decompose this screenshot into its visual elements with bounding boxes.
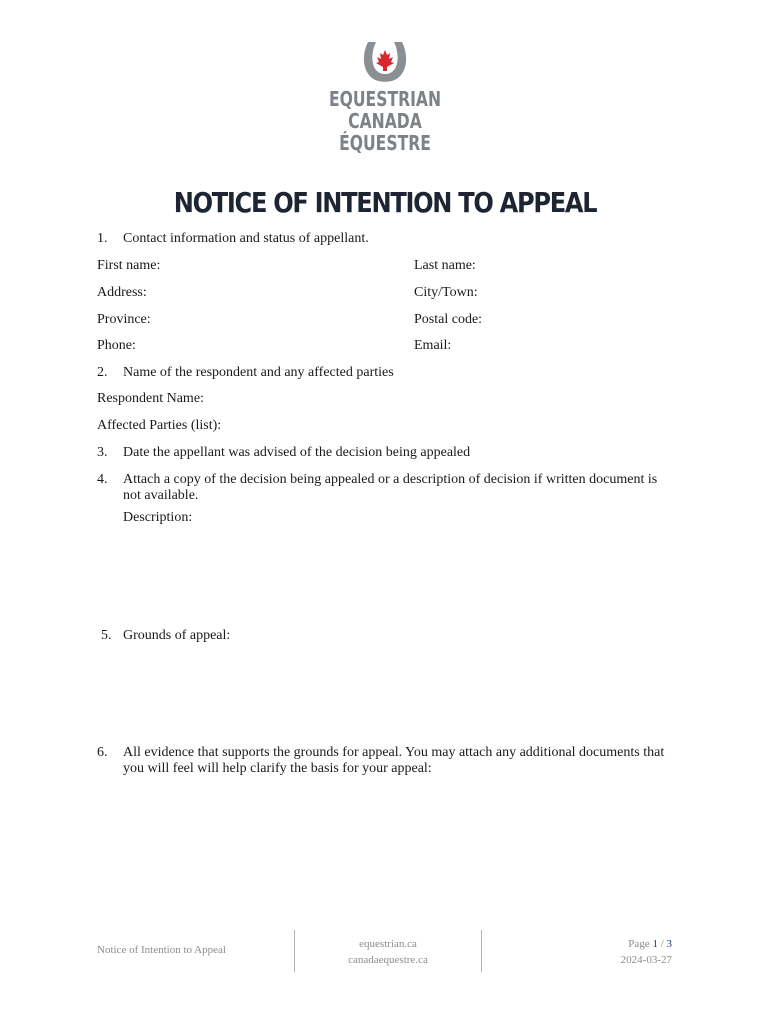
page-title: NOTICE OF INTENTION TO APPEAL <box>173 186 597 219</box>
province-label: Province: <box>97 312 151 327</box>
footer-divider <box>481 930 482 972</box>
description-label: Description: <box>123 510 193 525</box>
email-label: Email: <box>414 338 452 353</box>
horseshoe-maple-leaf-icon <box>360 40 410 86</box>
last-name-label: Last name: <box>414 258 476 273</box>
page-separator: / <box>660 938 664 950</box>
section-title: Date the appellant was advised of the decision being appealed <box>123 445 471 460</box>
page-label: Page <box>628 938 650 950</box>
section-number: 4. <box>97 472 108 487</box>
postal-code-label: Postal code: <box>414 312 483 327</box>
logo-line-1: EQUESTRIAN <box>328 87 442 111</box>
footer-document-name: Notice of Intention to Appeal <box>97 944 226 956</box>
affected-parties-label: Affected Parties (list): <box>97 418 222 433</box>
section-title: Attach a copy of the decision being appealed or a description of decision if written document is not available. <box>123 472 658 503</box>
section-title: Grounds of appeal: <box>123 628 231 643</box>
footer-website-1: equestrian.ca <box>359 938 417 950</box>
phone-label: Phone: <box>97 338 136 353</box>
respondent-name-label: Respondent Name: <box>97 391 204 406</box>
address-label: Address: <box>97 285 147 300</box>
page-current: 1 <box>652 938 658 950</box>
page-total: 3 <box>666 938 672 950</box>
page-footer <box>0 930 770 972</box>
section-title: Contact information and status of appellant. <box>123 231 369 246</box>
footer-date: 2024-03-27 <box>620 954 672 966</box>
section-number: 3. <box>97 445 108 460</box>
page-number <box>621 936 672 952</box>
section-number: 6. <box>97 745 108 760</box>
equestrian-canada-logo <box>0 40 770 154</box>
first-name-label: First name: <box>97 258 161 273</box>
section-title: Name of the respondent and any affected parties <box>123 365 394 380</box>
section-number: 1. <box>97 231 108 246</box>
footer-websites <box>294 936 482 968</box>
section-title: All evidence that supports the grounds for appeal. You may attach any additional documents that you will feel will help clarify the basis for your appeal: <box>123 745 665 776</box>
section-number: 5. <box>101 628 112 643</box>
footer-page-info <box>621 936 672 968</box>
logo-line-2: CANADA <box>348 109 422 133</box>
footer-website-2: canadaequestre.ca <box>348 954 428 966</box>
section-number: 2. <box>97 365 108 380</box>
logo-line-3: ÉQUESTRE <box>339 131 431 155</box>
city-label: City/Town: <box>414 285 478 300</box>
